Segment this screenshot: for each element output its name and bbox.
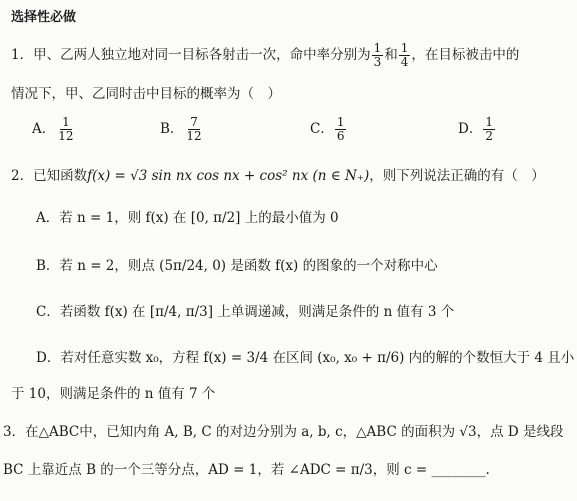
q1-and: 和 [384, 47, 398, 63]
q2-option-c[interactable]: C．若函数 f(x) 在 [π/4, π/3] 上单调递减，则满足条件的 n 值有 3 个 [36, 304, 455, 320]
section-title: 选择性必做 [11, 10, 77, 25]
q2-suffix: ，则下列说法正确的有（ ） [369, 168, 545, 184]
q1-suffix: ，在目标被击中的 [411, 47, 520, 63]
q2-stem [11, 166, 545, 186]
q1-line2: 情况下，甲、乙同时击中目标的概率为（ ） [11, 86, 281, 102]
q1-prob-b: $\frac{1}{4}$ [400, 41, 409, 69]
q1-option-d[interactable]: D． $\frac{1}{2}$ [458, 115, 493, 143]
q1-prob-a: $\frac{1}{3}$ [373, 41, 382, 69]
q1-prefix: 1．甲、乙两人独立地对同一目标各射击一次，命中率分别为 [11, 47, 371, 63]
q2-option-b[interactable]: B．若 n = 2，则点 (5π/24, 0) 是函数 f(x) 的图象的一个对称中心 [36, 258, 438, 274]
q2-option-d-line2: 于 10，则满足条件的 n 值有 7 个 [11, 386, 216, 402]
q2-prefix: 2．已知函数 [11, 168, 88, 184]
q1-line1 [11, 42, 519, 69]
q2-formula: f(x) = √3 sin nx cos nx + cos² nx (n ∈ N₊) [87, 168, 370, 184]
q3-line1: 3．在△ABC中，已知内角 A, B, C 的对边分别为 a, b, c，△ABC 的面积为 √3，点 D 是线段 [3, 424, 564, 440]
q2-option-d-line1[interactable]: D．若对任意实数 x₀，方程 f(x) = 3/4 在区间 (x₀, x₀ + π/6) 内的解的个数恒大于 4 且小 [36, 350, 575, 366]
q1-option-b[interactable]: B． $\frac{7}{12}$ [160, 115, 202, 143]
q1-option-a[interactable]: A． $\frac{1}{12}$ [32, 115, 74, 143]
q1-option-c[interactable]: C． $\frac{1}{6}$ [310, 115, 345, 143]
bleed-through-text [150, 14, 426, 31]
q3-line2: BC 上靠近点 B 的一个三等分点，AD = 1，若 ∠ADC = π/3，则 c = ________. [3, 462, 490, 478]
q2-option-a[interactable]: A．若 n = 1，则 f(x) 在 [0, π/2] 上的最小值为 0 [36, 210, 339, 226]
